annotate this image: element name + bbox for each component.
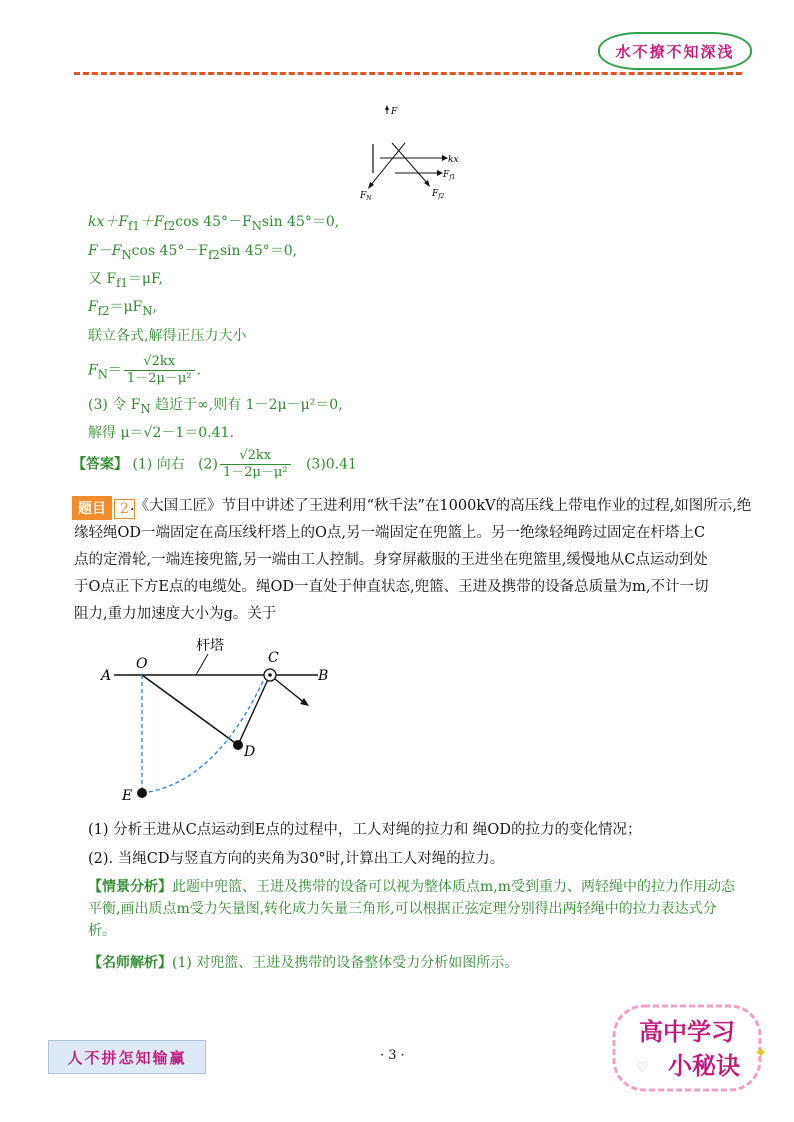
- label-a: A: [101, 668, 112, 684]
- footer-slogan-badge: 人不拼怎知输赢: [48, 1040, 206, 1074]
- rope-cd: [238, 675, 270, 745]
- equation-3: 又 $F_{f1}=\mu F$,: [88, 271, 163, 290]
- equation-4: $F_{f2}=\mu F_N$,: [88, 299, 157, 318]
- force-f-arrowhead: [385, 105, 389, 110]
- label-d: D: [244, 744, 256, 760]
- swing-arc: [142, 675, 266, 793]
- question-line-5: 阻力,重力加速度大小为g。关于: [74, 606, 277, 622]
- sub-question-1: (1) 分析王进从C点运动到E点的过程中，工人对绳的拉力和 绳OD的拉力的变化情况；: [88, 822, 642, 838]
- rope-worker: [270, 675, 306, 704]
- label-tower: 杆塔: [196, 638, 224, 654]
- label-e: E: [122, 788, 133, 804]
- header-divider: [74, 72, 742, 75]
- question-line-2: 缘轻绳OD一端固定在高压线杆塔上的O点,另一端固定在兜篮上。另一绝缘轻绳跨过固定在杆塔上C: [74, 525, 706, 541]
- point-e: [137, 788, 147, 798]
- sub-question-2: (2). 当绳CD与竖直方向的夹角为30°时,计算出工人对绳的拉力。: [88, 851, 505, 867]
- header-slogan-badge: 水不撩不知深浅: [598, 32, 752, 70]
- label-o: O: [136, 656, 148, 672]
- equation-5: 联立各式,解得正压力大小: [88, 328, 247, 344]
- label-b: B: [318, 668, 329, 684]
- page-number: · 3 ·: [380, 1048, 405, 1063]
- stamp-line-2: 小秘诀: [668, 1052, 740, 1080]
- heart-icon: ♡: [636, 1060, 649, 1076]
- tower-diagram: [96, 632, 346, 807]
- fraction-fn: $\frac{√2kx}{\text{1－2μ－μ²}}$: [124, 354, 195, 387]
- equation-8: 解得 μ＝√2－1＝0.41.: [88, 425, 234, 441]
- study-tips-stamp: [608, 1000, 768, 1096]
- equation-6: $F_N=$ $\frac{√2kx}{\text{1－2μ－μ²}}$ .: [88, 354, 202, 386]
- fraction-answer: $\frac{√2kx}{\text{1－2μ－μ²}}$: [220, 448, 291, 481]
- tower-leader: [196, 654, 208, 675]
- sparkle-icon: ✦: [754, 1043, 768, 1062]
- teacher-analysis: 【名师解析】(1) 对兜篮、王进及携带的设备整体受力分析如图所示。: [88, 955, 519, 971]
- question-line-1: .《大国工匠》节目中讲述了王进利用“秋千法”在1000kV的高压线上带电作业的过程,如图所示,绝: [130, 498, 752, 514]
- question-line-3: 点的定滑轮,一端连接兜篮,另一端由工人控制。身穿屏蔽服的王进坐在兜篮里,缓慢地从C点运动到处: [74, 552, 708, 568]
- label-fn: $F_N$: [360, 191, 372, 202]
- pulley-center: [268, 673, 272, 677]
- question-line-4: 于O点正下方E点的电缆处。绳OD一直处于伸直状态,兜篮、王进及携带的设备总质量为m,不计一切: [74, 579, 709, 595]
- equation-1: $kx+F_{f1}+F_{f2}\cos$ $45^\circ-F_N\sin$ 45°＝0,: [88, 214, 340, 233]
- stamp-line-1: 高中学习: [639, 1018, 735, 1046]
- label-ff2: $F_{f2}$: [432, 189, 445, 200]
- force-fn-arrowhead: [368, 182, 374, 189]
- equation-2: $F-F_N\cos$ $45^\circ-F_{f2}\sin$ 45°＝0,: [88, 243, 298, 262]
- label-ff1: $F_{f1}$: [443, 170, 456, 181]
- label-c: C: [268, 650, 279, 666]
- scene-analysis: 【情景分析】此题中兜篮、王进及携带的设备可以视为整体质点m,m受到重力、两轻绳中的拉力作用动态平衡,画出质点m受力矢量图,转化成力矢量三角形,可以根据正弦定理分别得出两轻绳中的拉力表达式分析。: [88, 879, 735, 939]
- force-diagram: [350, 98, 470, 203]
- rope-arrowhead: [300, 698, 309, 706]
- point-d: [233, 740, 243, 750]
- force-ff2-arrow: [392, 143, 428, 184]
- answer-line: 【答案】 (1) 向右 (2) $\frac{√2kx}{\text{1－2μ－μ²}}$ (3)0.41: [72, 448, 357, 480]
- label-f: F: [391, 107, 398, 117]
- equation-7: (3) 令 $F_N$ 趋近于∞,则有 1－2μ－μ²＝0,: [88, 397, 343, 416]
- label-kx: kx: [448, 155, 459, 165]
- rope-od: [142, 675, 238, 745]
- question-badge: 题目 2: [72, 496, 135, 520]
- force-fn-arrow: [370, 143, 405, 186]
